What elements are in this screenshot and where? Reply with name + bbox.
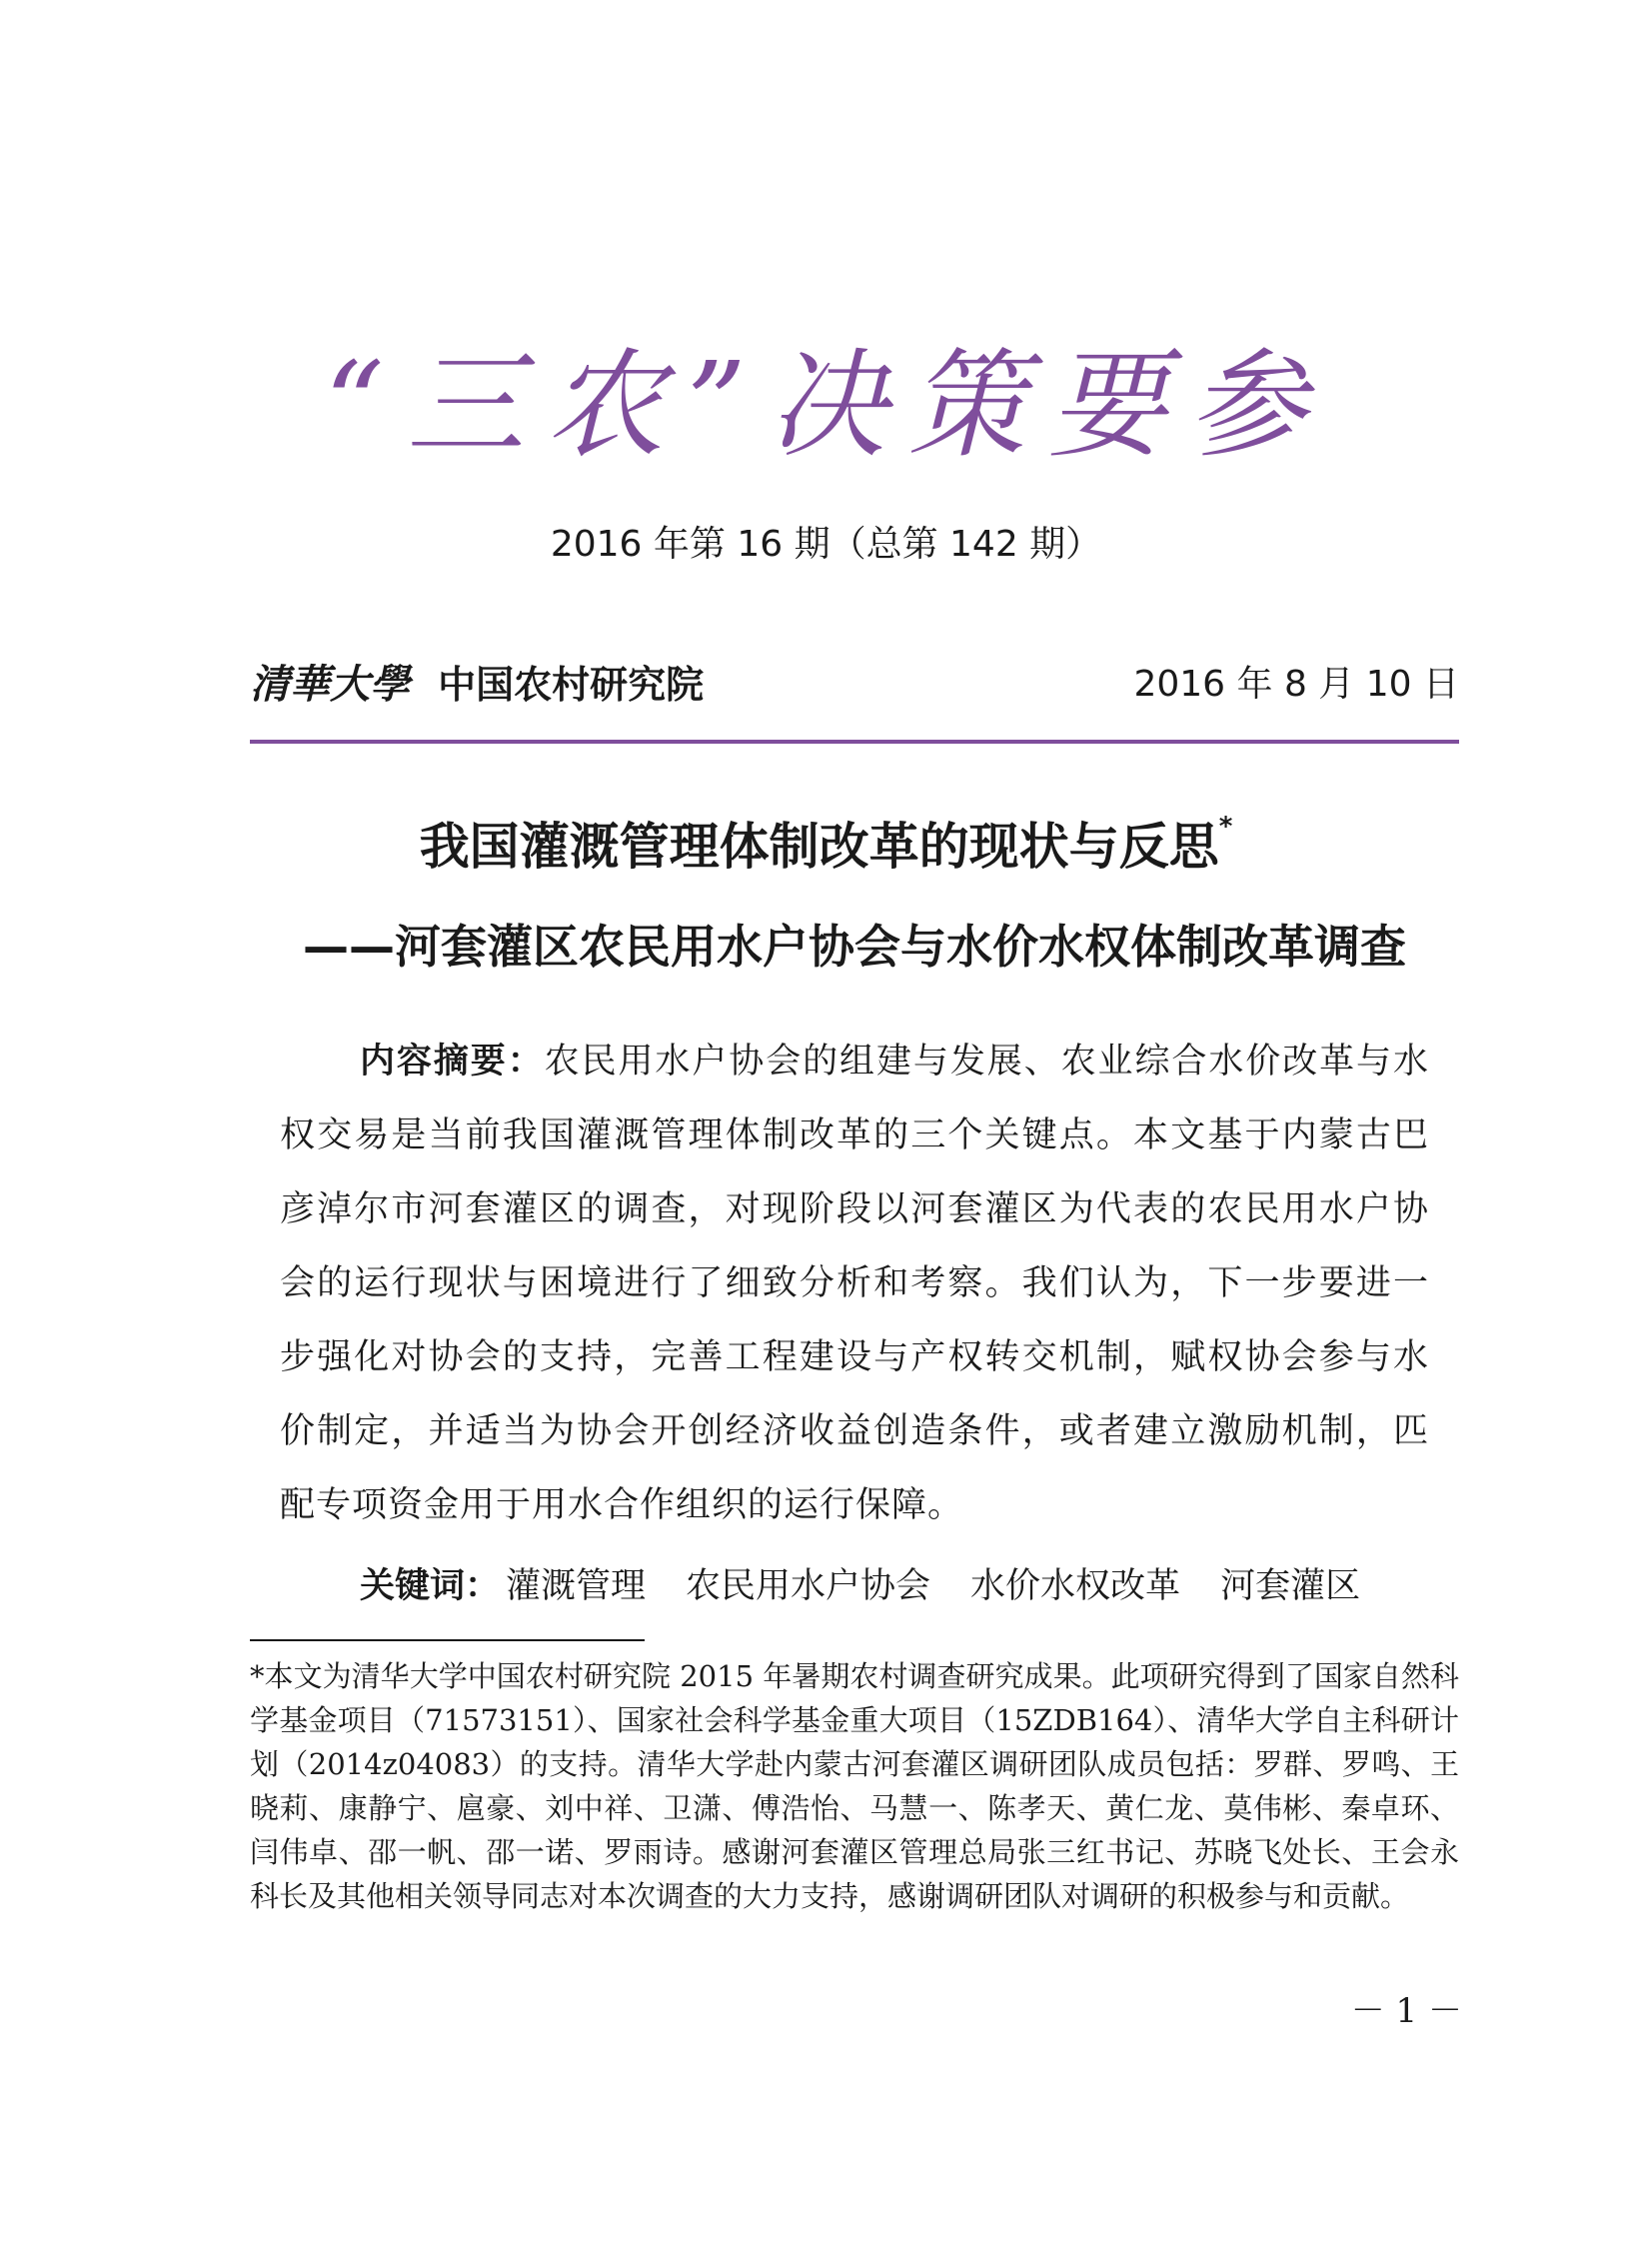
page-number: － 1 － (1350, 1991, 1462, 2031)
university-name: 清華大學 (250, 661, 410, 708)
article-title (0, 812, 1652, 882)
header-divider (250, 740, 1459, 744)
publication-masthead: “三农”决策要参 (324, 336, 1328, 474)
keyword-item: 河套灌区 (1220, 1566, 1361, 1606)
keyword-item: 灌溉管理 (506, 1566, 647, 1606)
keyword-item: 农民用水户协会 (686, 1566, 931, 1606)
keywords (280, 1549, 1429, 1623)
abstract (280, 1025, 1429, 1542)
issue-number: 2016 年第 16 期（总第 142 期） (550, 524, 1102, 565)
institute-name: 中国农村研究院 (438, 663, 705, 707)
footnote-divider (250, 1639, 645, 1641)
article-subtitle: ——河套灌区农民用水户协会与水价水权体制改革调查 (303, 920, 1406, 974)
publisher (250, 655, 704, 715)
header-line (250, 655, 1459, 715)
footnote: *本文为清华大学中国农村研究院 2015 年暑期农村调查研究成果。此项研究得到了国家自然科学基金项目（71573151）、国家社会科学基金重大项目（15ZDB164）、清华大学自主科研计划（2014z04083）的支持。清华大学赴内蒙古河套灌区调研团队成员包括：罗群、罗鸣、王晓莉、康静宁、扈豪、刘中祥、卫潇、傅浩怡、马慧一、陈孝天、黄仁龙、莫伟彬、秦卓环、闫伟卓、邵一帆、邵一诺、罗雨诗。感谢河套灌区管理总局张三红书记、苏晓飞处长、王会永科长及其他相关领导同志对本次调查的大力支持，感谢调研团队对调研的积极参与和贡献。 (250, 1659, 1459, 1913)
keywords-label: 关键词： (360, 1566, 501, 1606)
abstract-text: 农民用水户协会的组建与发展、农业综合水价改革与水权交易是当前我国灌溉管理体制改革的三个关键点。本文基于内蒙古巴彦淖尔市河套灌区的调查，对现阶段以河套灌区为代表的农民用水户协会的运行现状与困境进行了细致分析和考察。我们认为，下一步要进一步强化对协会的支持，完善工程建设与产权转交机制，赋权协会参与水价制定，并适当为协会开创经济收益创造条件，或者建立激励机制，匹配专项资金用于用水合作组织的运行保障。 (280, 1042, 1429, 1525)
title-footnote-mark: * (1218, 812, 1233, 842)
publication-date: 2016 年 8 月 10 日 (1133, 664, 1459, 705)
abstract-label: 内容摘要： (360, 1042, 545, 1082)
article-title-text: 我国灌溉管理体制改革的现状与反思 (419, 818, 1219, 876)
keyword-item: 水价水权改革 (970, 1566, 1181, 1606)
